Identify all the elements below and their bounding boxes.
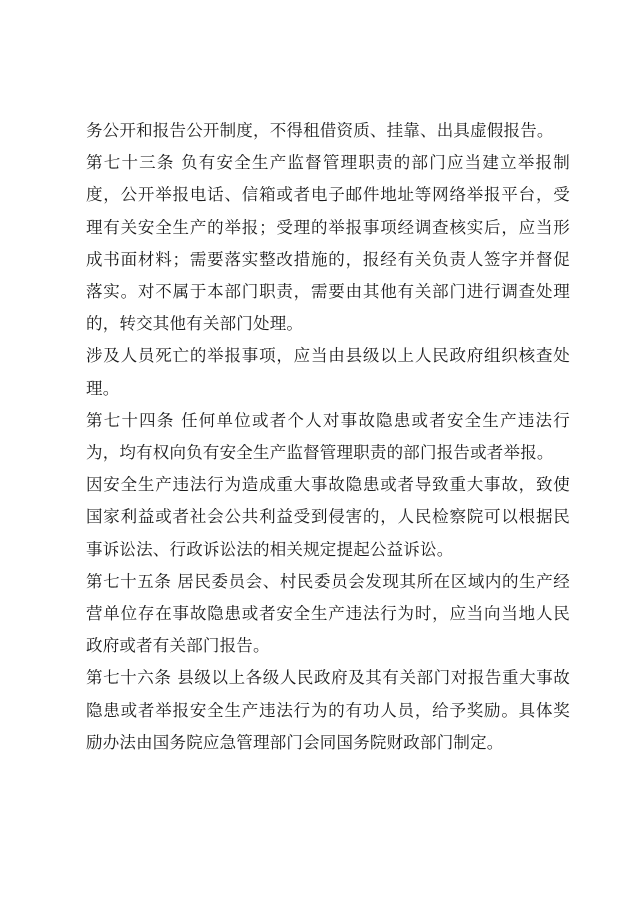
paragraph-article-74-public-interest: 因安全生产违法行为造成重大事故隐患或者导致重大事故，致使国家利益或者社会公共利益受到侵害的，人民检察院可以根据民事诉讼法、行政诉讼法的相关规定提起公益诉讼。	[86, 475, 570, 559]
paragraph-article-73-death-reports: 涉及人员死亡的举报事项，应当由县级以上人民政府组织核查处理。	[86, 346, 570, 398]
paragraph-article-76: 第七十六条 县级以上各级人民政府及其有关部门对报告重大事故隐患或者举报安全生产违法行为的有功人员，给予奖励。具体奖励办法由国务院应急管理部门会同国务院财政部门制定。	[86, 668, 570, 752]
paragraph-article-74: 第七十四条 任何单位或者个人对事故隐患或者安全生产违法行为，均有权向负有安全生产监督管理职责的部门报告或者举报。	[86, 410, 570, 463]
paragraph-article-75: 第七十五条 居民委员会、村民委员会发现其所在区域内的生产经营单位存在事故隐患或者安全生产违法行为时，应当向当地人民政府或者有关部门报告。	[86, 571, 570, 656]
paragraph-continuation: 务公开和报告公开制度，不得租借资质、挂靠、出具虚假报告。	[86, 121, 554, 140]
paragraph-article-73: 第七十三条 负有安全生产监督管理职责的部门应当建立举报制度，公开举报电话、信箱或者电子邮件地址等网络举报平台，受理有关安全生产的举报；受理的举报事项经调查核实后，应当形成书面材料；需要落实整改措施的，报经有关负责人签字并督促落实。对不属于本部门职责，需要由其他有关部门进行调查处理的，转交其他有关部门处理。	[86, 153, 570, 334]
document-body	[86, 115, 570, 759]
